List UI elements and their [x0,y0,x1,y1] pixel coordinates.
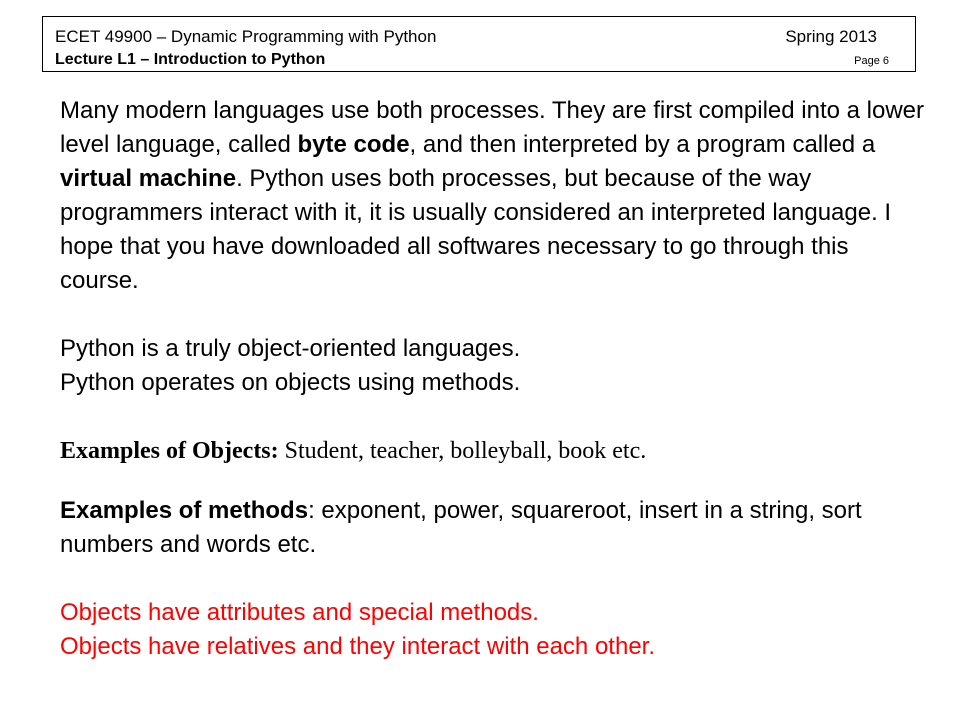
header-box [42,16,916,72]
intro-text-part1: Many modern languages use both processes. They are first compiled into a lower level language, called [60,97,925,158]
course-title: ECET 49900 – Dynamic Programming with Python [55,27,437,46]
objects-examples [60,434,930,468]
spacer [60,298,930,332]
spacer [60,468,930,494]
red-note-attributes: Objects have attributes and special methods. [60,599,539,626]
intro-text-part2: , and then interpreted by a program called a [409,131,876,158]
byte-code-term: byte code [297,131,410,158]
objects-examples-text: Student, teacher, bolleyball, book etc. [278,438,647,464]
methods-examples-text: : exponent, power, squareroot, insert in a string, sort numbers and words etc. [60,497,862,558]
header-row-lecture [55,51,889,69]
methods-examples [60,494,930,562]
lecture-title: Lecture L1 – Introduction to Python [55,51,326,68]
objects-examples-label: Examples of Objects: [60,438,279,464]
virtual-machine-term: virtual machine [60,165,237,192]
header-row-course [55,27,877,47]
red-note-relatives: Objects have relatives and they interact with each other. [60,633,655,660]
page-number: Page 6 [854,55,889,67]
methods-examples-label: Examples of methods [60,497,309,524]
semester-label: Spring 2013 [785,27,877,46]
spacer [60,400,930,434]
statement-methods: Python operates on objects using methods. [60,369,521,396]
intro-paragraph [60,94,930,298]
statement-object-oriented: Python is a truly object-oriented languages. [60,335,521,362]
intro-text-part3: . Python uses both processes, but because of the way programmers interact with it, it is usually considered an interpreted language. I hope that you have downloaded all softwares necessary to go through this course. [60,165,892,294]
slide-content [60,94,930,664]
spacer [60,562,930,596]
